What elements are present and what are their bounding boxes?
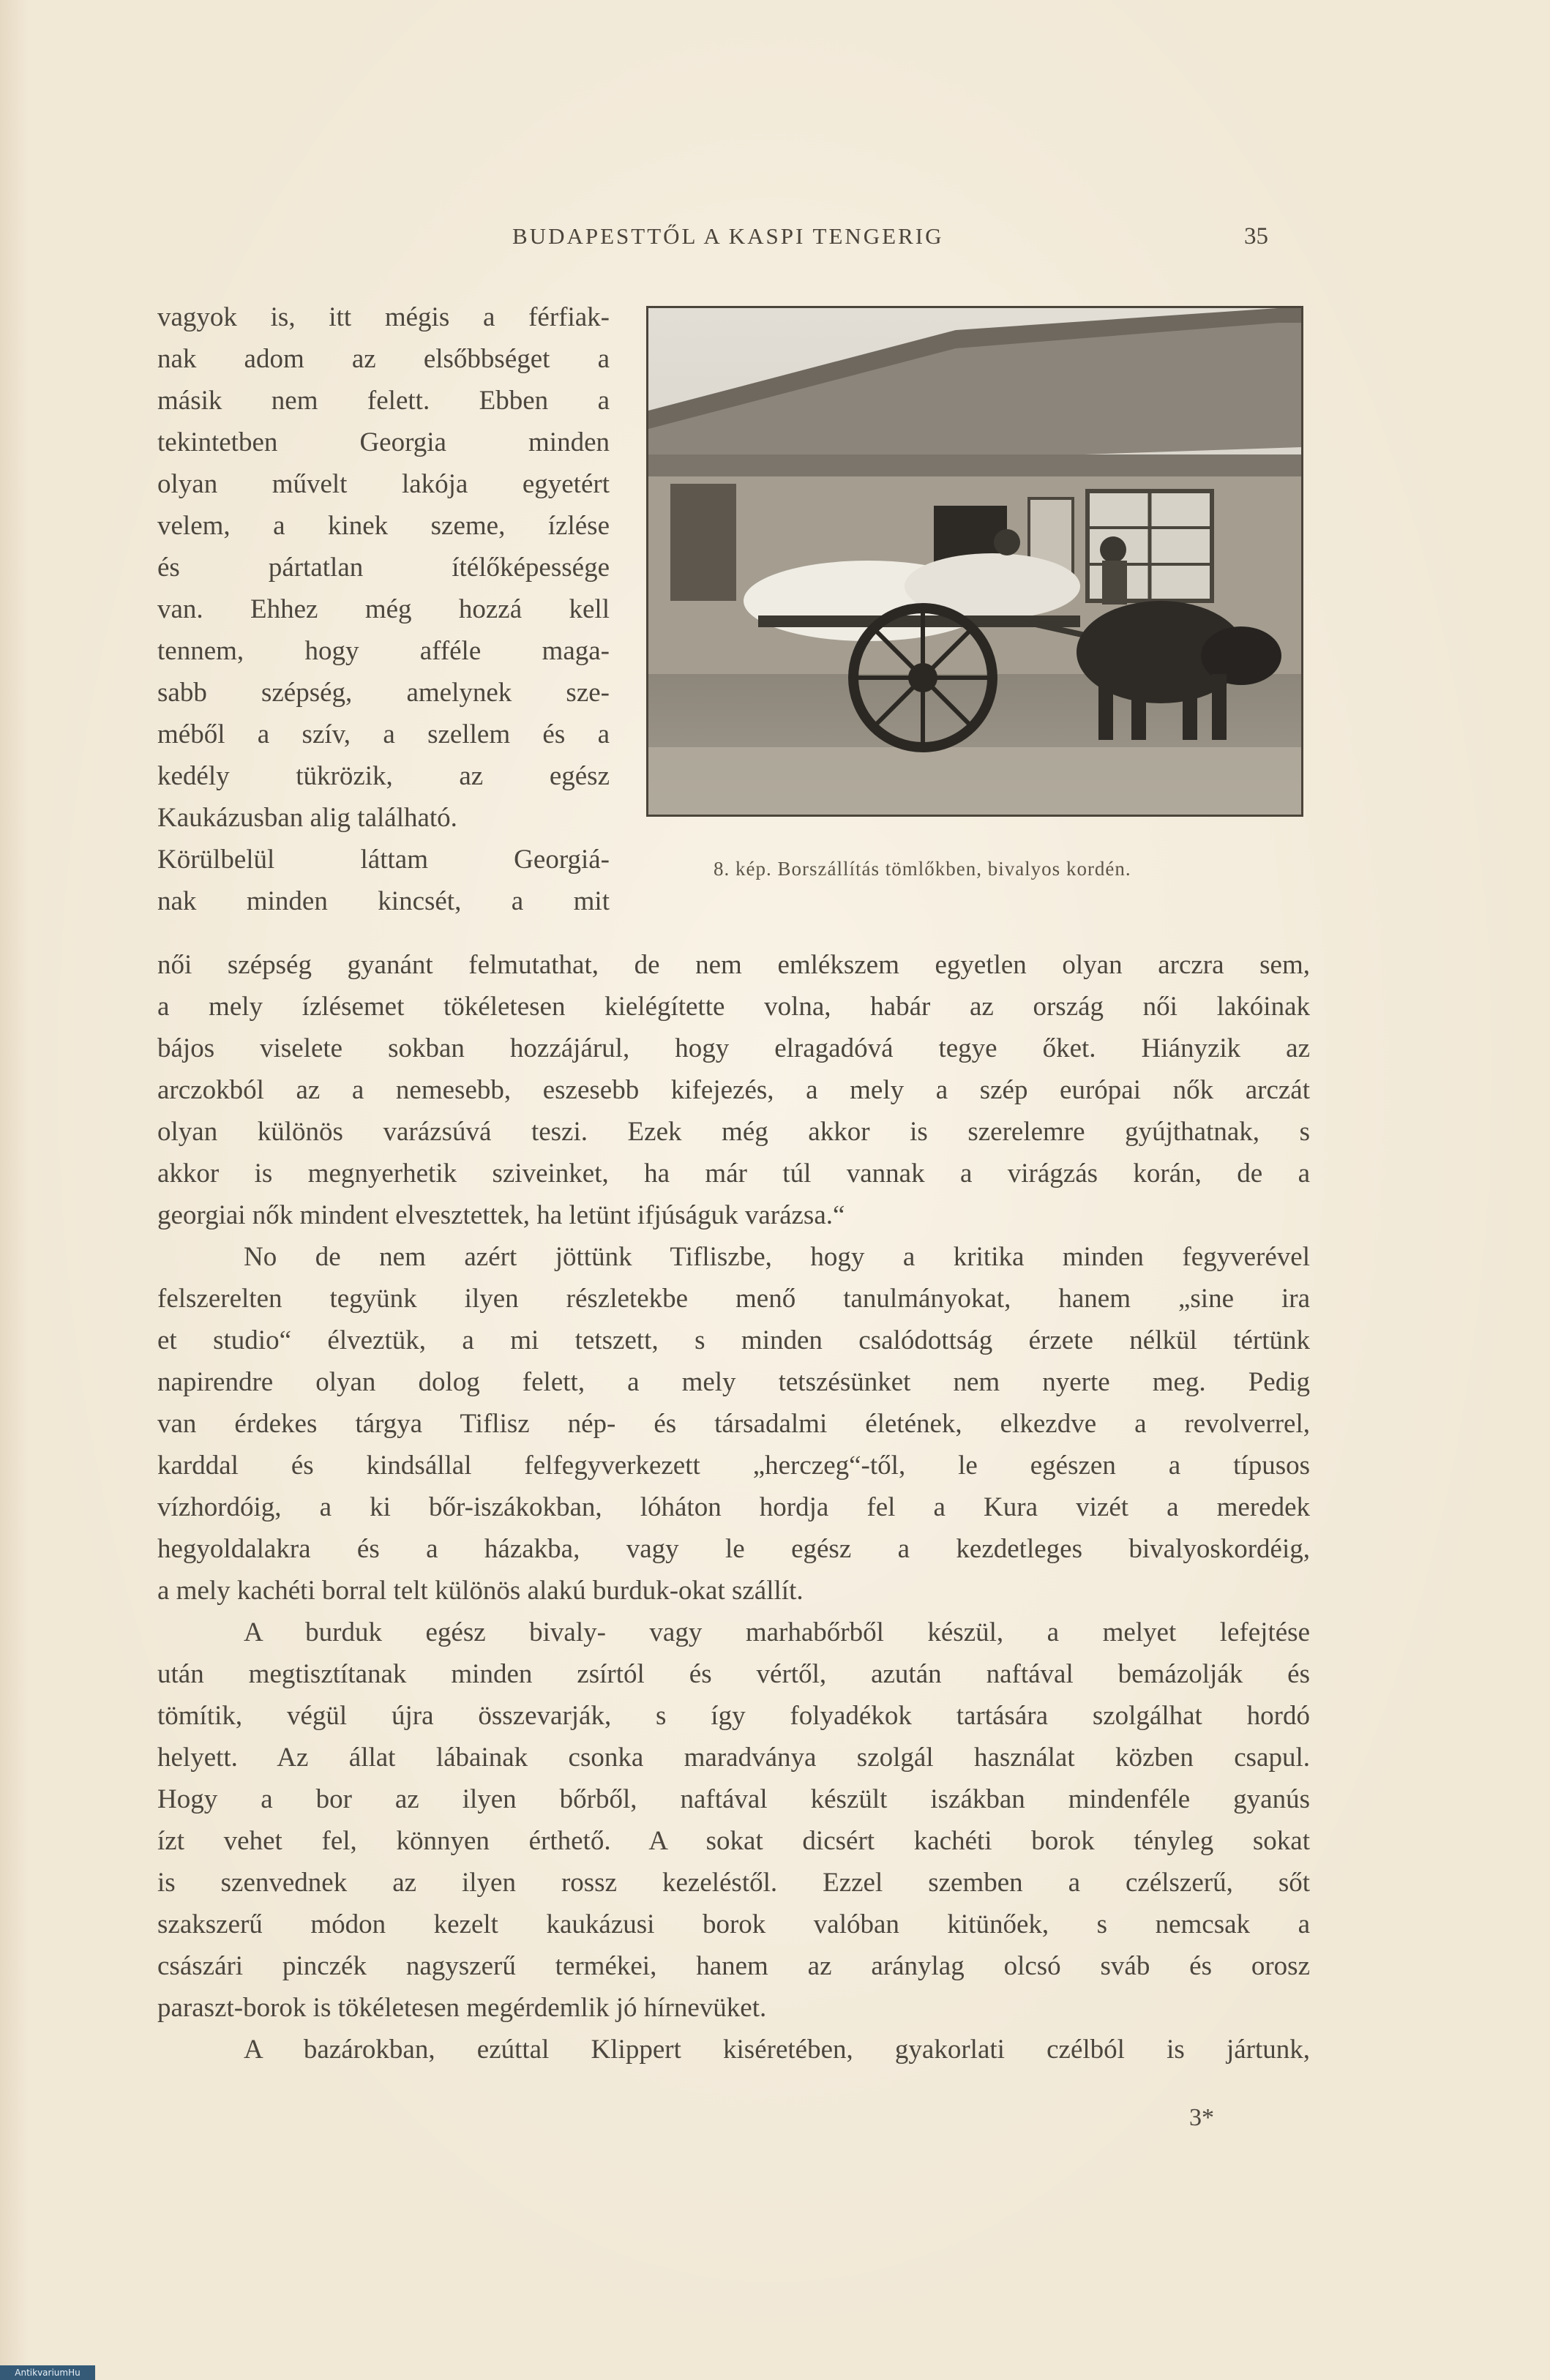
text-line: arczokból az a nemesebb, eszesebb kifejezés, a mely a szép európai nők arczát <box>157 1075 1310 1105</box>
text-line: is szenvednek az ilyen rossz kezeléstől. Ezzel szemben a czélszerű, sőt <box>157 1868 1310 1898</box>
text-line: után megtisztítanak minden zsírtól és vértől, azután naftával bemázolják és <box>157 1659 1310 1689</box>
text-line: Körülbelül láttam Georgiá- <box>157 845 610 875</box>
text-line: No de nem azért jöttünk Tifliszbe, hogy a kritika minden fegyverével <box>244 1242 1310 1272</box>
text-line: szakszerű módon kezelt kaukázusi borok valóban kitünőek, s nemcsak a <box>157 1909 1310 1939</box>
text-line: ízt vehet fel, könnyen érthető. A sokat dicsért kachéti borok tényleg sokat <box>157 1826 1310 1856</box>
text-line: et studio“ élveztük, a mi tetszett, s minden csalódottság érzete nélkül tértünk <box>157 1325 1310 1355</box>
text-line: paraszt-borok is tökéletesen megérdemlik jó hírnevüket. <box>157 1993 767 2023</box>
text-line: tömítik, végül újra összevarják, s így folyadékok tartására szolgálhat hordó <box>157 1701 1310 1731</box>
photo-illustration <box>648 308 1301 815</box>
text-line: tennem, hogy afféle maga- <box>157 636 610 666</box>
text-line: másik nem felett. Ebben a <box>157 386 610 416</box>
text-line: helyett. Az állat lábainak csonka maradványa szolgál használat közben csapul. <box>157 1743 1310 1773</box>
watermark: AntikvariumHu <box>0 2365 95 2380</box>
signature-mark: 3* <box>1189 2104 1214 2131</box>
body-text <box>157 944 1310 2070</box>
text-line: felszerelten tegyünk ilyen részletekbe menő tanulmányokat, hanem „sine ira <box>157 1284 1310 1314</box>
text-line: császári pinczék nagyszerű termékei, hanem az aránylag olcsó sváb és orosz <box>157 1951 1310 1981</box>
running-header <box>0 223 1550 252</box>
text-line: van. Ehhez még hozzá kell <box>157 594 610 624</box>
text-line: vagyok is, itt mégis a férfiak- <box>157 302 610 332</box>
text-line: vízhordóig, a ki bőr-iszákokban, lóháton hordja fel a Kura vizét a meredek <box>157 1492 1310 1522</box>
column-text <box>157 296 610 922</box>
text-line: a mely ízlésemet tökéletesen kielégítette volna, habár az ország női lakóinak <box>157 992 1310 1022</box>
text-line: és pártatlan ítélőképessége <box>157 553 610 583</box>
page-number: 35 <box>1244 223 1268 250</box>
text-line: karddal és kindsállal felfegyverkezett „herczeg“-től, le egészen a típusos <box>157 1451 1310 1481</box>
text-line: nak adom az elsőbbséget a <box>157 344 610 374</box>
text-line: kedély tükrözik, az egész <box>157 761 610 791</box>
text-line: A bazárokban, ezúttal Klippert kiséretében, gyakorlati czélból is jártunk, <box>244 2035 1310 2065</box>
text-line: Kaukázusban alig található. <box>157 803 457 833</box>
photograph <box>646 306 1303 817</box>
text-line: hegyoldalakra és a házakba, vagy le egész a kezdetleges bivalyoskordéig, <box>157 1534 1310 1564</box>
figure-caption: 8. kép. Borszállítás tömlőkben, bivalyos kordén. <box>714 858 1131 880</box>
text-line: napirendre olyan dolog felett, a mely tetszésünket nem nyerte meg. Pedig <box>157 1367 1310 1397</box>
text-line: női szépség gyanánt felmutathat, de nem emlékszem egyetlen olyan arczra sem, <box>157 950 1310 980</box>
text-line: velem, a kinek szeme, ízlése <box>157 511 610 541</box>
text-line: sabb szépség, amelynek sze- <box>157 678 610 708</box>
text-line: a mely kachéti borral telt különös alakú burduk-okat szállít. <box>157 1576 804 1606</box>
text-line: van érdekes tárgya Tiflisz nép- és társadalmi életének, elkezdve a revolverrel, <box>157 1409 1310 1439</box>
text-line: bájos viselete sokban hozzájárul, hogy elragadóvá tegye őket. Hiányzik az <box>157 1033 1310 1063</box>
text-line: Hogy a bor az ilyen bőrből, naftával készült iszákban mindenféle gyanús <box>157 1784 1310 1814</box>
text-line: akkor is megnyerhetik sziveinket, ha már túl vannak a virágzás korán, de a <box>157 1159 1310 1189</box>
text-line: A burduk egész bivaly- vagy marhabőrből készül, a melyet lefejtése <box>244 1617 1310 1647</box>
text-line: olyan művelt lakója egyetért <box>157 469 610 499</box>
running-title: BUDAPESTTŐL A KASPI TENGERIG <box>512 223 944 249</box>
text-line: georgiai nők mindent elvesztettek, ha letünt ifjúságuk varázsa.“ <box>157 1200 845 1230</box>
text-line: nak minden kincsét, a mit <box>157 886 610 916</box>
text-line: méből a szív, a szellem és a <box>157 719 610 749</box>
text-line: olyan különös varázsúvá teszi. Ezek még akkor is szerelemre gyújthatnak, s <box>157 1117 1310 1147</box>
text-line: tekintetben Georgia minden <box>157 427 610 457</box>
